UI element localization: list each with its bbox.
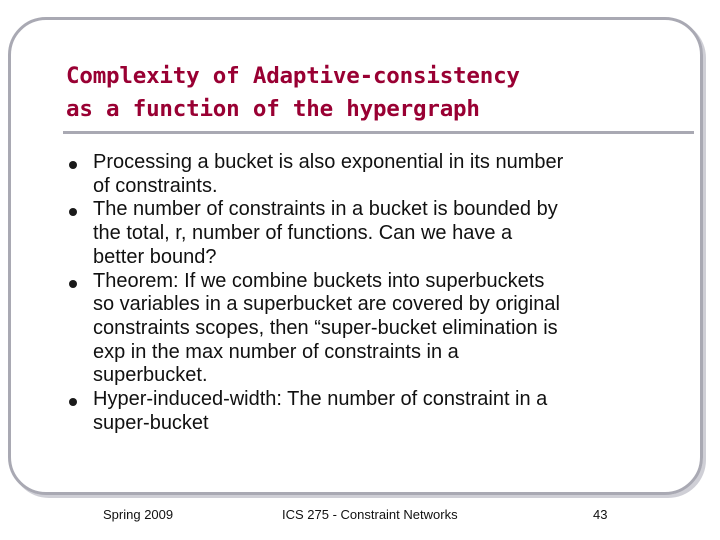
bullet-dot-icon xyxy=(69,280,77,288)
bullet-line: Hyper-induced-width: The number of constraint in a xyxy=(93,388,548,411)
bullet-dot-icon xyxy=(69,208,77,216)
bullet-line: better bound? xyxy=(93,245,217,268)
bullet-dot-icon xyxy=(69,161,77,169)
bullet-item xyxy=(66,151,686,198)
bullet-line: superbucket. xyxy=(93,364,208,387)
bullet-line: super-bucket xyxy=(93,411,209,434)
bullet-item xyxy=(66,388,686,435)
bullet-line: The number of constraints in a bucket is bounded by xyxy=(93,198,558,221)
bullet-line: constraints scopes, then “super-bucket elimination is xyxy=(93,316,558,339)
slide-title xyxy=(66,60,686,126)
bullet-line: so variables in a superbucket are covered by original xyxy=(93,293,560,316)
bullet-line: the total, r, number of functions. Can we have a xyxy=(93,222,513,245)
bullet-item xyxy=(66,198,686,269)
bullet-dot-icon xyxy=(69,398,77,406)
title-line-1: Complexity of Adaptive-consistency xyxy=(66,63,520,89)
bullet-line: Processing a bucket is also exponential in its number xyxy=(93,151,564,173)
title-divider xyxy=(63,131,694,134)
title-line-2: as a function of the hypergraph xyxy=(66,96,480,122)
bullet-line: exp in the max number of constraints in a xyxy=(93,340,459,363)
footer-course: ICS 275 - Constraint Networks xyxy=(282,507,458,522)
footer-date: Spring 2009 xyxy=(103,507,174,522)
bullet-line: Theorem: If we combine buckets into superbuckets xyxy=(93,269,545,292)
footer-page-number: 43 xyxy=(593,507,608,522)
bullet-line: of constraints. xyxy=(93,174,218,197)
bullet-item xyxy=(66,270,686,389)
bullet-list xyxy=(66,151,686,435)
